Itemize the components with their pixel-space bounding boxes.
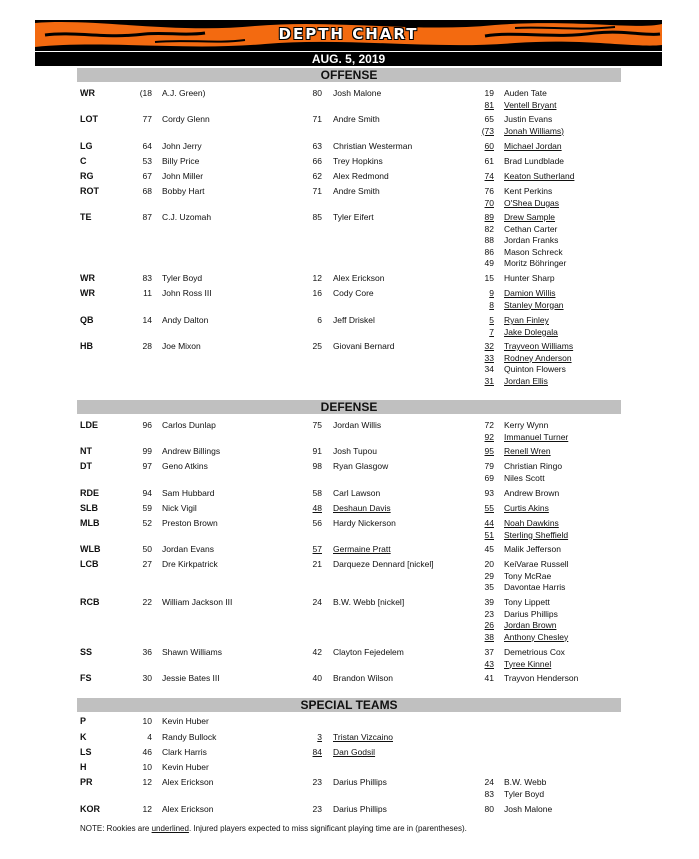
starter-number: 14 xyxy=(142,315,152,325)
reserve-name: Darius Phillips xyxy=(504,608,558,619)
backup-name: Andre Smith xyxy=(333,186,380,196)
backup-number: 24 xyxy=(312,597,322,607)
starter-name: Dre Kirkpatrick xyxy=(162,559,218,569)
starter-number: 10 xyxy=(142,762,152,772)
starter-name: Bobby Hart xyxy=(162,186,205,196)
reserve-number: 49 xyxy=(484,258,494,268)
reserve-name: Anthony Chesley xyxy=(504,631,569,642)
third-string-number: 74 xyxy=(484,171,494,181)
position-label: FS xyxy=(80,673,92,683)
backup-name: Josh Tupou xyxy=(333,446,377,456)
starter-name: C.J. Uzomah xyxy=(162,212,212,222)
position-label: LOT xyxy=(80,114,98,124)
third-string-name: Michael Jordan xyxy=(504,141,562,151)
third-string-number: 45 xyxy=(484,544,494,554)
starter-number: 87 xyxy=(142,212,152,222)
reserve-number: 51 xyxy=(484,529,494,540)
special-teams-section-header: SPECIAL TEAMS xyxy=(77,698,621,712)
third-string-number: 76 xyxy=(484,186,494,196)
third-string-number: 41 xyxy=(484,673,494,683)
position-label: KOR xyxy=(80,804,100,814)
reserve-number: 86 xyxy=(484,246,494,257)
reserve-number: 26 xyxy=(484,620,494,630)
starter-number: 97 xyxy=(142,461,152,471)
third-string-number: 89 xyxy=(484,212,494,222)
third-string-number: 19 xyxy=(484,88,494,98)
reserve-name: Moritz Böhringer xyxy=(504,258,567,268)
reserve-name: Stanley Morgan xyxy=(504,299,564,310)
position-label: DT xyxy=(80,461,92,471)
reserve-number: 43 xyxy=(484,658,494,669)
backup-number: 12 xyxy=(312,273,322,283)
reserve-number: 81 xyxy=(484,99,494,110)
reserve-number: 29 xyxy=(484,570,494,581)
reserve-name: Immanuel Turner xyxy=(504,431,569,442)
starter-number: 52 xyxy=(142,518,152,528)
third-string-name: Curtis Akins xyxy=(504,503,549,513)
reserve-number: 92 xyxy=(484,431,494,442)
backup-name: Darius Phillips xyxy=(333,777,387,787)
backup-number: 71 xyxy=(312,186,322,196)
position-label: QB xyxy=(80,315,94,325)
backup-number: 23 xyxy=(312,804,322,814)
backup-number: 71 xyxy=(312,114,322,124)
position-label: WR xyxy=(80,288,95,298)
reserve-number: 7 xyxy=(489,326,494,337)
reserve-number: 33 xyxy=(484,352,494,363)
position-label: RCB xyxy=(80,597,100,607)
position-label: P xyxy=(80,716,87,726)
third-string-name: B.W. Webb xyxy=(504,777,547,787)
footnote: NOTE: Rookies are underlined. Injured players expected to miss significant playing time are in (parentheses). xyxy=(80,824,467,833)
starter-number: 64 xyxy=(142,141,152,151)
backup-name: Alex Erickson xyxy=(333,273,385,283)
position-label: H xyxy=(80,762,87,772)
backup-name: Carl Lawson xyxy=(333,488,381,498)
position-label: RDE xyxy=(80,488,100,498)
starter-name: John Ross III xyxy=(162,288,212,298)
third-string-name: KeiVarae Russell xyxy=(504,559,569,569)
reserve-number: 82 xyxy=(484,223,494,234)
reserve-number: 35 xyxy=(484,582,494,592)
third-string-name: Renell Wren xyxy=(504,446,551,456)
third-string-name: Justin Evans xyxy=(504,114,553,124)
third-string-name: Noah Dawkins xyxy=(504,518,559,528)
starter-name: Randy Bullock xyxy=(162,732,217,742)
third-string-number: 44 xyxy=(484,518,494,528)
position-label: LDE xyxy=(80,420,98,430)
starter-name: Carlos Dunlap xyxy=(162,420,216,430)
starter-number: 30 xyxy=(142,673,152,683)
backup-name: Darqueze Dennard [nickel] xyxy=(333,559,434,569)
third-string-number: 61 xyxy=(484,156,494,166)
starter-name: Andy Dalton xyxy=(162,315,209,325)
starter-name: Tyler Boyd xyxy=(162,273,203,283)
reserve-number: 23 xyxy=(484,608,494,619)
backup-number: 3 xyxy=(317,732,322,742)
starter-name: John Miller xyxy=(162,171,204,181)
third-string-number: 39 xyxy=(484,597,494,607)
header-banner xyxy=(35,20,662,51)
position-label: LG xyxy=(80,141,93,151)
starter-name: Clark Harris xyxy=(162,747,207,757)
backup-number: 23 xyxy=(312,777,322,787)
starter-name: Sam Hubbard xyxy=(162,488,215,498)
third-string-number: 65 xyxy=(484,114,494,124)
starter-number: 67 xyxy=(142,171,152,181)
backup-number: 40 xyxy=(312,673,322,683)
position-label: TE xyxy=(80,212,92,222)
third-string-name: Trayveon Williams xyxy=(504,341,574,351)
backup-name: Deshaun Davis xyxy=(333,503,391,513)
reserve-name: Davontae Harris xyxy=(504,582,566,592)
position-label: LCB xyxy=(80,559,99,569)
backup-number: 25 xyxy=(312,341,322,351)
backup-number: 21 xyxy=(312,559,322,569)
position-label: C xyxy=(80,156,87,166)
backup-number: 56 xyxy=(312,518,322,528)
starter-name: Jordan Evans xyxy=(162,544,214,554)
backup-name: Jordan Willis xyxy=(333,420,382,430)
page-title: DEPTH CHART xyxy=(278,25,419,43)
reserve-name: Jake Dolegala xyxy=(504,326,558,337)
reserve-number: 34 xyxy=(484,364,494,374)
starter-number: 12 xyxy=(142,777,152,787)
starter-number: 22 xyxy=(142,597,152,607)
starter-number: 77 xyxy=(142,114,152,124)
position-label: RG xyxy=(80,171,94,181)
backup-name: B.W. Webb [nickel] xyxy=(333,597,405,607)
third-string-number: 37 xyxy=(484,647,494,657)
backup-name: Josh Malone xyxy=(333,88,382,98)
starter-number: 36 xyxy=(142,647,152,657)
starter-name: William Jackson III xyxy=(162,597,233,607)
backup-number: 91 xyxy=(312,446,322,456)
third-string-name: Demetrious Cox xyxy=(504,647,565,657)
backup-name: Cody Core xyxy=(333,288,374,298)
third-string-number: 80 xyxy=(484,804,494,814)
position-label: PR xyxy=(80,777,93,787)
backup-number: 62 xyxy=(312,171,322,181)
third-string-name: Ryan Finley xyxy=(504,315,549,325)
backup-number: 75 xyxy=(312,420,322,430)
backup-name: Hardy Nickerson xyxy=(333,518,396,528)
position-label: NT xyxy=(80,446,92,456)
reserve-name: Tony McRae xyxy=(504,570,552,581)
reserve-number: 31 xyxy=(484,375,494,386)
reserve-name: Cethan Carter xyxy=(504,223,558,234)
reserve-name: Tyree Kinnel xyxy=(504,658,552,669)
backup-name: Trey Hopkins xyxy=(333,156,383,166)
backup-name: Germaine Pratt xyxy=(333,544,391,554)
third-string-name: Kerry Wynn xyxy=(504,420,549,430)
backup-number: 6 xyxy=(317,315,322,325)
starter-name: Andrew Billings xyxy=(162,446,221,456)
defense-section-header: DEFENSE xyxy=(77,400,621,414)
reserve-number: 70 xyxy=(484,197,494,208)
starter-name: Alex Erickson xyxy=(162,804,214,814)
backup-number: 66 xyxy=(312,156,322,166)
backup-name: Giovani Bernard xyxy=(333,341,395,351)
third-string-name: Keaton Sutherland xyxy=(504,171,575,181)
reserve-name: O'Shea Dugas xyxy=(504,197,560,208)
third-string-number: 15 xyxy=(484,273,494,283)
starter-name: Preston Brown xyxy=(162,518,218,528)
position-label: ROT xyxy=(80,186,99,196)
reserve-name: Rodney Anderson xyxy=(504,352,572,363)
position-label: K xyxy=(80,732,87,742)
third-string-name: Damion Willis xyxy=(504,288,556,298)
third-string-name: Brad Lundblade xyxy=(504,156,565,166)
reserve-name: Jonah Williams) xyxy=(504,125,564,136)
reserve-name: Sterling Sheffield xyxy=(504,529,569,540)
reserve-number: 69 xyxy=(484,472,494,483)
starter-number: 53 xyxy=(142,156,152,166)
starter-number: 99 xyxy=(142,446,152,456)
reserve-number: 8 xyxy=(489,299,494,310)
third-string-name: Drew Sample xyxy=(504,212,556,222)
third-string-number: 72 xyxy=(484,420,494,430)
reserve-name: Ventell Bryant xyxy=(504,99,557,110)
starter-name: Nick Vigil xyxy=(162,503,197,513)
backup-name: Alex Redmond xyxy=(333,171,389,181)
starter-number: 11 xyxy=(143,288,152,298)
third-string-number: 79 xyxy=(484,461,494,471)
starter-name: Kevin Huber xyxy=(162,716,209,726)
starter-number: 4 xyxy=(147,732,152,742)
backup-name: Dan Godsil xyxy=(333,747,376,757)
backup-number: 98 xyxy=(312,461,322,471)
backup-number: 16 xyxy=(312,288,322,298)
reserve-name: Mason Schreck xyxy=(504,246,563,257)
position-label: HB xyxy=(80,341,93,351)
starter-number: 12 xyxy=(142,804,152,814)
third-string-number: 20 xyxy=(484,559,494,569)
starter-number: 96 xyxy=(142,420,152,430)
backup-name: Brandon Wilson xyxy=(333,673,394,683)
backup-number: 48 xyxy=(312,503,322,513)
starter-name: Billy Price xyxy=(162,156,200,166)
backup-name: Clayton Fejedelem xyxy=(333,647,404,657)
backup-number: 84 xyxy=(312,747,322,757)
reserve-name: Niles Scott xyxy=(504,472,545,483)
third-string-name: Josh Malone xyxy=(504,804,553,814)
starter-number: 83 xyxy=(142,273,152,283)
third-string-name: Trayvon Henderson xyxy=(504,673,579,683)
starter-name: Joe Mixon xyxy=(162,341,201,351)
backup-number: 63 xyxy=(312,141,322,151)
third-string-number: 32 xyxy=(484,341,494,351)
backup-name: Ryan Glasgow xyxy=(333,461,389,471)
starter-name: John Jerry xyxy=(162,141,202,151)
third-string-number: 93 xyxy=(484,488,494,498)
reserve-number: (73 xyxy=(481,125,494,136)
starter-number: 59 xyxy=(142,503,152,513)
offense-section-header: OFFENSE xyxy=(77,68,621,82)
backup-name: Jeff Driskel xyxy=(333,315,375,325)
position-label: WR xyxy=(80,88,95,98)
third-string-name: Hunter Sharp xyxy=(504,273,555,283)
position-label: SS xyxy=(80,647,93,657)
third-string-name: Kent Perkins xyxy=(504,186,553,196)
backup-name: Andre Smith xyxy=(333,114,380,124)
reserve-number: 83 xyxy=(484,788,494,799)
third-string-number: 5 xyxy=(489,315,494,325)
reserve-name: Jordan Franks xyxy=(504,235,559,245)
backup-name: Christian Westerman xyxy=(333,141,413,151)
reserve-name: Jordan Brown xyxy=(504,620,557,630)
third-string-name: Auden Tate xyxy=(504,88,547,98)
backup-name: Darius Phillips xyxy=(333,804,387,814)
reserve-number: 38 xyxy=(484,631,494,642)
reserve-name: Quinton Flowers xyxy=(504,364,566,374)
starter-name: A.J. Green) xyxy=(162,88,206,98)
position-label: WLB xyxy=(80,544,101,554)
starter-name: Jessie Bates III xyxy=(162,673,220,683)
backup-number: 57 xyxy=(312,544,322,554)
backup-number: 58 xyxy=(312,488,322,498)
starter-number: (18 xyxy=(139,88,152,98)
starter-number: 68 xyxy=(142,186,152,196)
backup-name: Tristan Vizcaino xyxy=(333,732,393,742)
third-string-number: 9 xyxy=(489,288,494,298)
third-string-name: Malik Jefferson xyxy=(504,544,562,554)
reserve-number: 88 xyxy=(484,235,494,245)
starter-number: 10 xyxy=(142,716,152,726)
backup-number: 42 xyxy=(312,647,322,657)
starter-number: 27 xyxy=(142,559,152,569)
starter-name: Kevin Huber xyxy=(162,762,209,772)
position-label: LS xyxy=(80,747,92,757)
reserve-name: Tyler Boyd xyxy=(504,788,545,799)
starter-number: 28 xyxy=(142,341,152,351)
third-string-name: Andrew Brown xyxy=(504,488,560,498)
starter-name: Geno Atkins xyxy=(162,461,208,471)
backup-number: 85 xyxy=(312,212,322,222)
reserve-name: Jordan Ellis xyxy=(504,375,548,386)
third-string-number: 24 xyxy=(484,777,494,787)
starter-name: Cordy Glenn xyxy=(162,114,210,124)
position-label: WR xyxy=(80,273,95,283)
position-label: MLB xyxy=(80,518,100,528)
third-string-number: 55 xyxy=(484,503,494,513)
third-string-name: Tony Lippett xyxy=(504,597,550,607)
starter-number: 46 xyxy=(142,747,152,757)
starter-name: Alex Erickson xyxy=(162,777,214,787)
backup-name: Tyler Eifert xyxy=(333,212,374,222)
backup-number: 80 xyxy=(312,88,322,98)
date-bar: AUG. 5, 2019 xyxy=(35,52,662,66)
third-string-name: Christian Ringo xyxy=(504,461,563,471)
third-string-number: 60 xyxy=(484,141,494,151)
starter-number: 94 xyxy=(142,488,152,498)
starter-number: 50 xyxy=(142,544,152,554)
third-string-number: 95 xyxy=(484,446,494,456)
position-label: SLB xyxy=(80,503,98,513)
starter-name: Shawn Williams xyxy=(162,647,222,657)
